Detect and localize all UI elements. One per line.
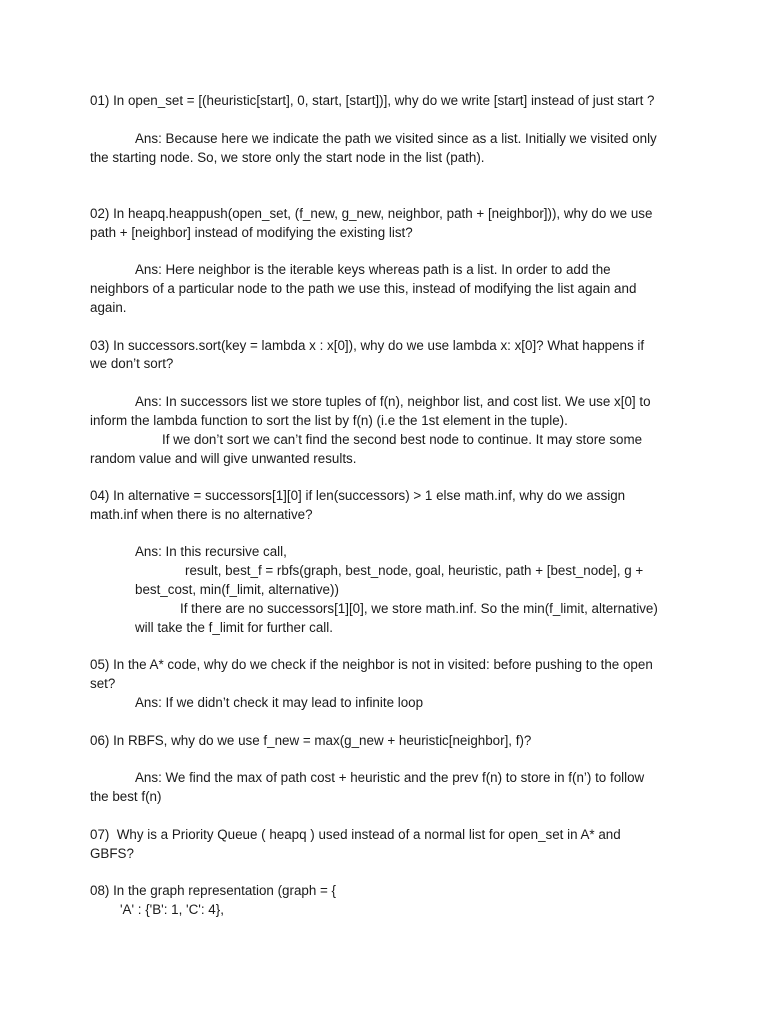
answer-02-line-1: Ans: Here neighbor is the iterable keys whereas path is a list. In order to add the: [135, 262, 611, 277]
question-03-line-1: 03) In successors.sort(key = lambda x : x[0]), why do we use lambda x: x[0]? What happens if: [90, 338, 645, 353]
answer-03-line-4: random value and will give unwanted results.: [90, 451, 357, 466]
answer-04-line-1: Ans: In this recursive call,: [135, 544, 287, 559]
question-01-line-1: 01) In open_set = [(heuristic[start], 0, start, [start])], why do we write [start] instead of just start ?: [90, 93, 655, 108]
answer-02-line-3: again.: [90, 300, 127, 315]
question-05-line-1: 05) In the A* code, why do we check if the neighbor is not in visited: before pushing to the open: [90, 657, 653, 672]
question-08-line-1: 08) In the graph representation (graph = {: [90, 883, 337, 898]
question-05-line-2: set?: [90, 676, 116, 691]
answer-03-line-3: If we don’t sort we can’t find the second best node to continue. It may store some: [162, 432, 643, 447]
question-04-line-1: 04) In alternative = successors[1][0] if len(successors) > 1 else math.inf, why do we assign: [90, 488, 626, 503]
answer-05-line-1: Ans: If we didn’t check it may lead to infinite loop: [135, 695, 424, 710]
answer-04-code-line-2: best_cost, min(f_limit, alternative)): [135, 582, 339, 597]
question-07-line-1: 07) Why is a Priority Queue ( heapq ) used instead of a normal list for open_set in A* and: [90, 827, 621, 842]
answer-04-code-line-1: result, best_f = rbfs(graph, best_node, goal, heuristic, path + [best_node], g +: [185, 563, 644, 578]
answer-01-line-2: the starting node. So, we store only the start node in the list (path).: [90, 150, 485, 165]
question-08-code-line-1: 'A' : {'B': 1, 'C': 4},: [120, 902, 224, 917]
question-04-line-2: math.inf when there is no alternative?: [90, 507, 313, 522]
question-02-line-2: path + [neighbor] instead of modifying the existing list?: [90, 225, 413, 240]
answer-03-line-1: Ans: In successors list we store tuples of f(n), neighbor list, and cost list. We use x[0] to: [135, 394, 651, 409]
question-03-line-2: we don’t sort?: [90, 356, 174, 371]
question-06-line-1: 06) In RBFS, why do we use f_new = max(g_new + heuristic[neighbor], f)?: [90, 733, 532, 748]
answer-03-line-2: inform the lambda function to sort the list by f(n) (i.e the 1st element in the tuple).: [90, 413, 568, 428]
answer-04-line-2: If there are no successors[1][0], we store math.inf. So the min(f_limit, alternative): [180, 601, 658, 616]
answer-06-line-1: Ans: We find the max of path cost + heuristic and the prev f(n) to store in f(n’) to follow: [135, 770, 645, 785]
answer-04-line-3: will take the f_limit for further call.: [135, 620, 333, 635]
answer-01-line-1: Ans: Because here we indicate the path we visited since as a list. Initially we visited only: [135, 131, 657, 146]
answer-02-line-2: neighbors of a particular node to the path we use this, instead of modifying the list again and: [90, 281, 637, 296]
answer-06-line-2: the best f(n): [90, 789, 162, 804]
question-02-line-1: 02) In heapq.heappush(open_set, (f_new, g_new, neighbor, path + [neighbor])), why do we use: [90, 206, 653, 221]
question-07-line-2: GBFS?: [90, 846, 134, 861]
